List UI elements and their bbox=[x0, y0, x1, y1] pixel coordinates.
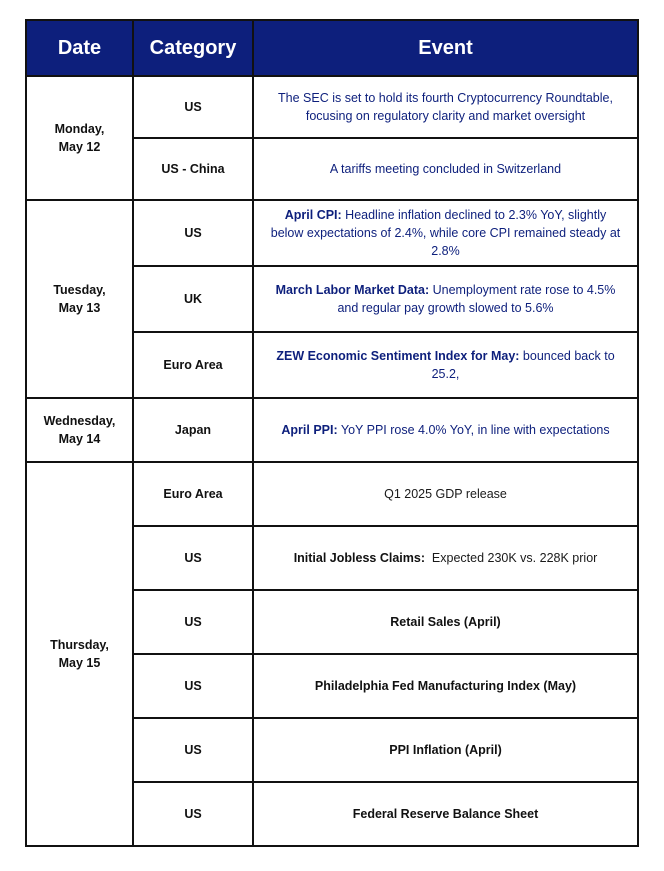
date-weekday: Wednesday, bbox=[43, 414, 116, 428]
event-cell bbox=[253, 332, 638, 398]
event-cell bbox=[253, 590, 638, 654]
date-column-header: Date bbox=[26, 20, 133, 76]
event-cell bbox=[253, 200, 638, 266]
date-day: May 14 bbox=[58, 432, 101, 446]
event-highlight: ZEW Economic Sentiment Index for May: bbox=[276, 349, 520, 363]
category-cell: UK bbox=[133, 266, 253, 332]
event-highlight: March Labor Market Data: bbox=[275, 283, 430, 297]
category-cell: Euro Area bbox=[133, 332, 253, 398]
event-cell bbox=[253, 718, 638, 782]
category-cell: US bbox=[133, 590, 253, 654]
date-cell-tuesday bbox=[26, 200, 133, 398]
date-cell-monday bbox=[26, 76, 133, 200]
event-cell bbox=[253, 138, 638, 200]
event-text: Q1 2025 GDP release bbox=[384, 487, 507, 501]
category-column-header: Category bbox=[133, 20, 253, 76]
event-cell bbox=[253, 654, 638, 718]
date-day: May 12 bbox=[58, 140, 101, 154]
event-cell bbox=[253, 266, 638, 332]
date-cell-wednesday bbox=[26, 398, 133, 462]
event-text: Unemployment rate rose to 4.5% and regular pay growth slowed to 5.6% bbox=[337, 283, 616, 315]
date-weekday: Thursday, bbox=[50, 638, 109, 652]
event-highlight: April CPI: bbox=[284, 208, 342, 222]
event-cell bbox=[253, 782, 638, 846]
category-cell: US bbox=[133, 200, 253, 266]
date-day: May 15 bbox=[58, 656, 101, 670]
table-row bbox=[26, 76, 638, 138]
event-highlight: Philadelphia Fed Manufacturing Index (May) bbox=[314, 679, 577, 693]
category-cell: US bbox=[133, 526, 253, 590]
table-row bbox=[26, 462, 638, 526]
event-text: bounced back to 25.2, bbox=[431, 349, 615, 381]
date-weekday: Monday, bbox=[54, 122, 105, 136]
event-highlight: Federal Reserve Balance Sheet bbox=[352, 807, 539, 821]
event-highlight: Initial Jobless Claims: bbox=[293, 551, 425, 565]
category-cell: Japan bbox=[133, 398, 253, 462]
event-cell bbox=[253, 398, 638, 462]
category-cell: Euro Area bbox=[133, 462, 253, 526]
event-cell bbox=[253, 76, 638, 138]
header-row bbox=[26, 20, 638, 76]
event-highlight: PPI Inflation (April) bbox=[389, 743, 502, 757]
date-cell-thursday bbox=[26, 462, 133, 846]
event-text: YoY PPI rose 4.0% YoY, in line with expectations bbox=[337, 423, 610, 437]
event-column-header: Event bbox=[253, 20, 638, 76]
category-cell: US bbox=[133, 718, 253, 782]
event-cell bbox=[253, 526, 638, 590]
event-cell bbox=[253, 462, 638, 526]
category-cell: US bbox=[133, 654, 253, 718]
event-text: Headline inflation declined to 2.3% YoY, slightly below expectations of 2.4%, while core CPI remained steady at 2.8% bbox=[270, 208, 621, 258]
category-cell: US bbox=[133, 76, 253, 138]
event-text: The SEC is set to hold its fourth Cryptocurrency Roundtable, focusing on regulatory clarity and market oversight bbox=[278, 91, 613, 123]
economic-calendar-table bbox=[25, 19, 639, 847]
table-row bbox=[26, 200, 638, 266]
event-text: A tariffs meeting concluded in Switzerland bbox=[329, 162, 562, 176]
event-text: Expected 230K vs. 228K prior bbox=[424, 551, 598, 565]
date-day: May 13 bbox=[58, 301, 101, 315]
category-cell: US bbox=[133, 782, 253, 846]
event-highlight: April PPI: bbox=[281, 423, 338, 437]
event-highlight: Retail Sales (April) bbox=[390, 615, 501, 629]
table-row bbox=[26, 398, 638, 462]
category-cell: US - China bbox=[133, 138, 253, 200]
date-weekday: Tuesday, bbox=[53, 283, 106, 297]
